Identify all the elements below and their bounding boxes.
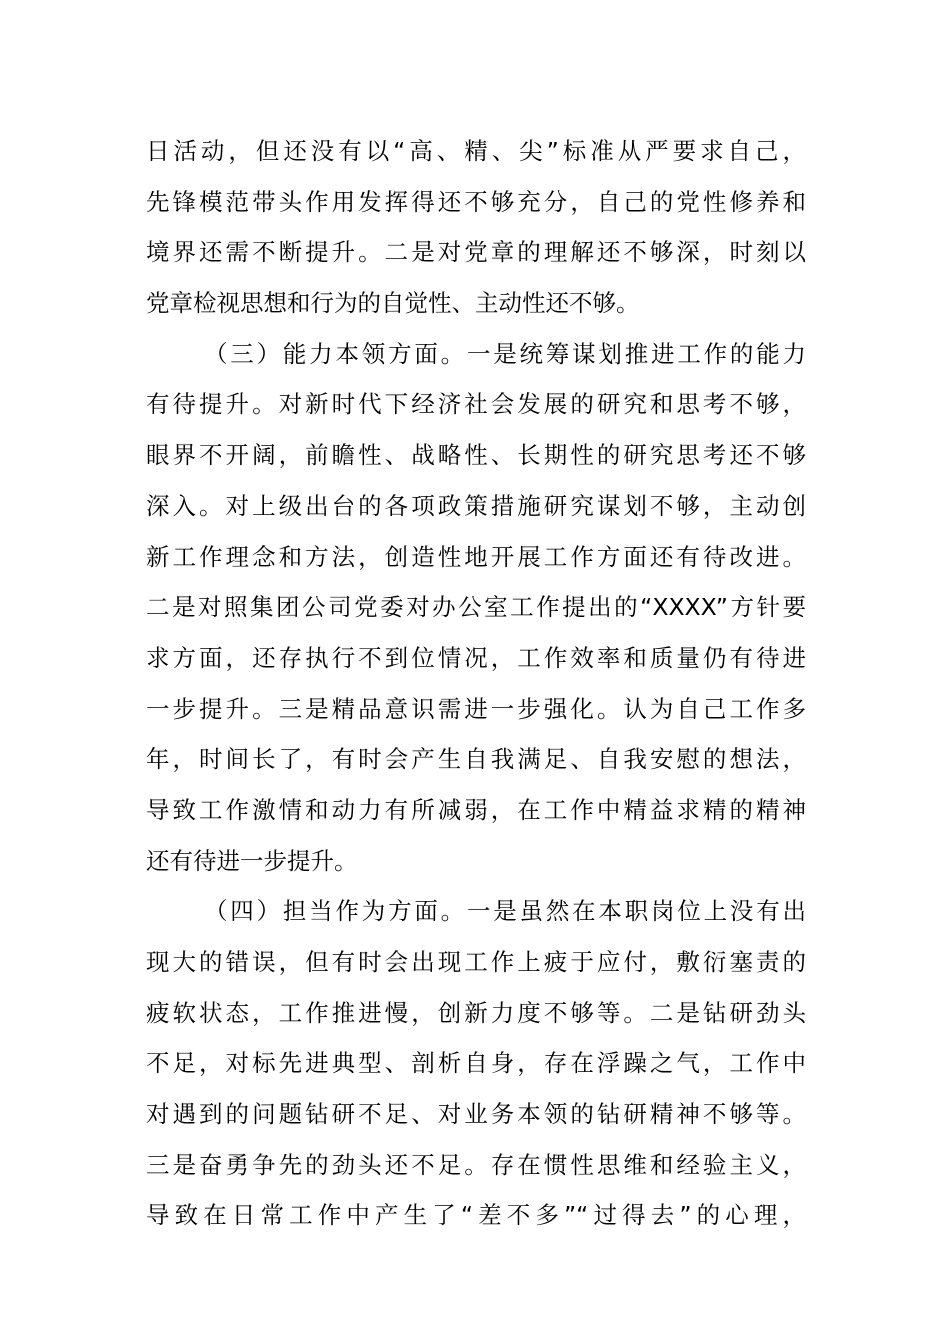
text-line: 日活动，但还没有以“高、精、尖”标准从严要求自己， [146, 137, 806, 165]
text-line: 导致工作激情和动力有所减弱，在工作中精益求精的精神 [146, 795, 806, 824]
text-line: 不足，对标先进典型、剖析自身，存在浮躁之气，工作中 [146, 1049, 806, 1078]
text-line: 一步提升。三是精品意识需进一步强化。认为自己工作多 [146, 694, 806, 723]
text-line: 导致在日常工作中产生了“差不多”“过得去”的心理， [146, 1201, 806, 1230]
text-line: 年，时间长了，有时会产生自我满足、自我安慰的想法， [146, 745, 806, 774]
text-line: 新工作理念和方法，创造性地开展工作方面还有待改进。 [146, 542, 806, 571]
section-heading-line: （三）能力本领方面。一是统筹谋划推进工作的能力 [204, 339, 806, 368]
text-line: 对遇到的问题钻研不足、对业务本领的钻研精神不够等。 [146, 1100, 806, 1129]
body-text [146, 126, 806, 1241]
text-line: 求方面，还存执行不到位情况，工作效率和质量仍有待进 [146, 643, 806, 672]
section-heading-line: （四）担当作为方面。一是虽然在本职岗位上没有出 [204, 897, 806, 926]
text-line: 还有待进一步提升。 [146, 846, 358, 875]
text-line: 先锋模范带头作用发挥得还不够充分，自己的党性修养和 [146, 187, 806, 216]
text-line: 疲软状态，工作推进慢，创新力度不够等。二是钻研劲头 [146, 998, 806, 1027]
text-line: 境界还需不断提升。二是对党章的理解还不够深，时刻以 [146, 238, 806, 267]
text-line: 现大的错误，但有时会出现工作上疲于应付，敷衍塞责的 [146, 948, 806, 976]
text-line: 三是奋勇争先的劲头还不足。存在惯性思维和经验主义， [146, 1150, 806, 1179]
text-line: 党章检视思想和行为的自觉性、主动性还不够。 [146, 289, 640, 318]
text-line: 眼界不开阔，前瞻性、战略性、长期性的研究思考还不够 [146, 441, 806, 470]
text-line: 二是对照集团公司党委对办公室工作提出的“XXXX”方针要 [146, 593, 806, 622]
text-line: 有待提升。对新时代下经济社会发展的研究和思考不够， [146, 390, 806, 419]
text-line: 深入。对上级出台的各项政策措施研究谋划不够，主动创 [146, 491, 806, 520]
